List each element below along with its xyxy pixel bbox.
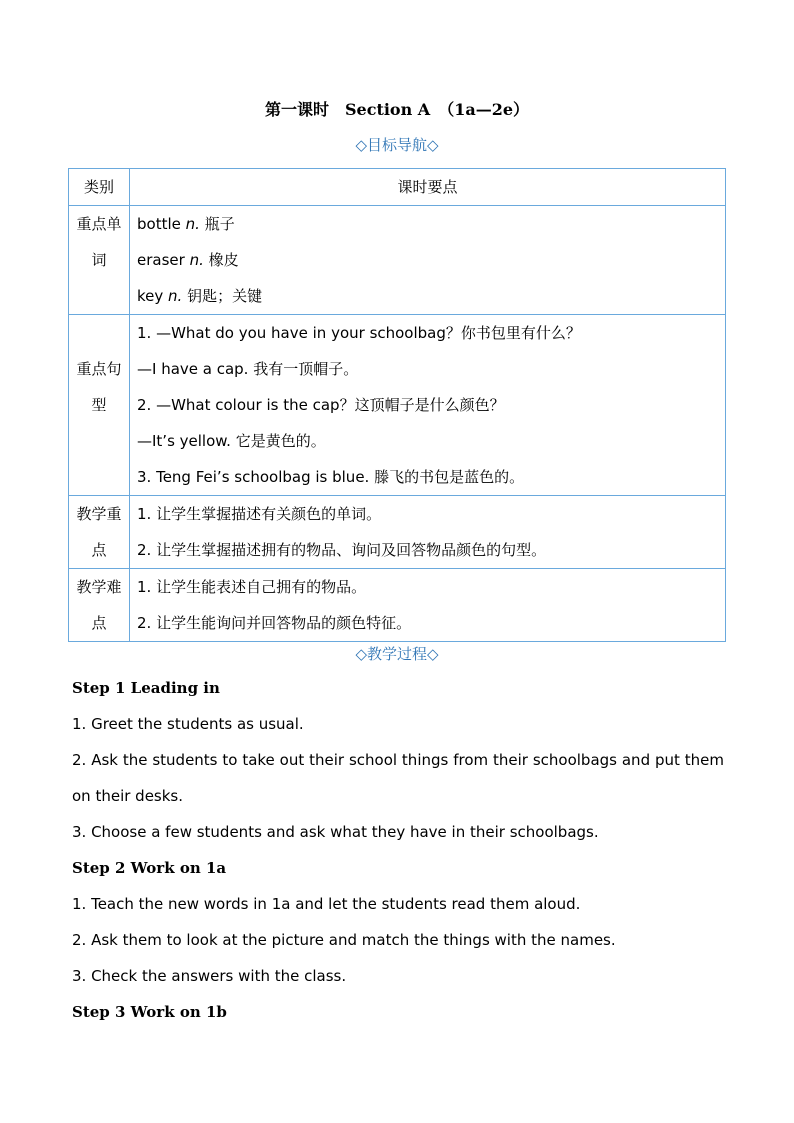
header-content: 课时要点 (130, 169, 726, 206)
table-row-key-words (69, 206, 726, 315)
sentence-line: 3. Teng Fei’s schoolbag is blue. 滕飞的书包是蓝色的。 (137, 468, 525, 486)
step-item: 2. Ask the students to take out their school things from their schoolbags and put them on their desks. (72, 751, 724, 805)
goals-banner: ◇目标导航◇ (355, 136, 439, 154)
step-item: 1. Greet the students as usual. (72, 715, 304, 733)
lesson-title: 第一课时 Section A （1a—2e） (264, 100, 530, 119)
step-item: 1. Teach the new words in 1a and let the students read them aloud. (72, 895, 581, 913)
header-category: 类别 (69, 169, 130, 206)
step-item: 3. Choose a few students and ask what they have in their schoolbags. (72, 823, 599, 841)
row-category: 重点句型 (69, 315, 130, 496)
row-content (130, 315, 726, 496)
row-content (130, 206, 726, 315)
teaching-steps (72, 670, 724, 1030)
row-content (130, 496, 726, 569)
focus-line: 2. 让学生掌握描述拥有的物品、询问及回答物品颜色的句型。 (137, 541, 547, 559)
step-title: Step 2 Work on 1a (72, 859, 227, 877)
process-banner: ◇教学过程◇ (355, 645, 439, 663)
row-category: 重点单词 (69, 206, 130, 315)
table-header-row (69, 169, 726, 206)
row-category: 教学重点 (69, 496, 130, 569)
word-line: bottle n. 瓶子 (137, 215, 235, 233)
step-item: 3. Check the answers with the class. (72, 967, 347, 985)
step-item: 2. Ask them to look at the picture and match the things with the names. (72, 931, 616, 949)
row-content (130, 569, 726, 642)
sentence-line: 2. —What colour is the cap？这顶帽子是什么颜色？ (137, 396, 505, 414)
table-row-key-sentences (69, 315, 726, 496)
step-title: Step 3 Work on 1b (72, 1003, 227, 1021)
difficulty-line: 2. 让学生能询问并回答物品的颜色特征。 (137, 614, 412, 632)
lesson-plan-table (68, 168, 726, 642)
word-line: key n. 钥匙；关键 (137, 287, 263, 305)
sentence-line: 1. —What do you have in your schoolbag？你书包里有什么？ (137, 324, 581, 342)
word-line: eraser n. 橡皮 (137, 251, 239, 269)
difficulty-line: 1. 让学生能表述自己拥有的物品。 (137, 578, 367, 596)
step-title: Step 1 Leading in (72, 679, 220, 697)
sentence-line: —I have a cap. 我有一顶帽子。 (137, 360, 359, 378)
sentence-line: —It’s yellow. 它是黄色的。 (137, 432, 326, 450)
table-row-teaching-focus (69, 496, 726, 569)
focus-line: 1. 让学生掌握描述有关颜色的单词。 (137, 505, 382, 523)
table-row-teaching-difficulty (69, 569, 726, 642)
row-category: 教学难点 (69, 569, 130, 642)
